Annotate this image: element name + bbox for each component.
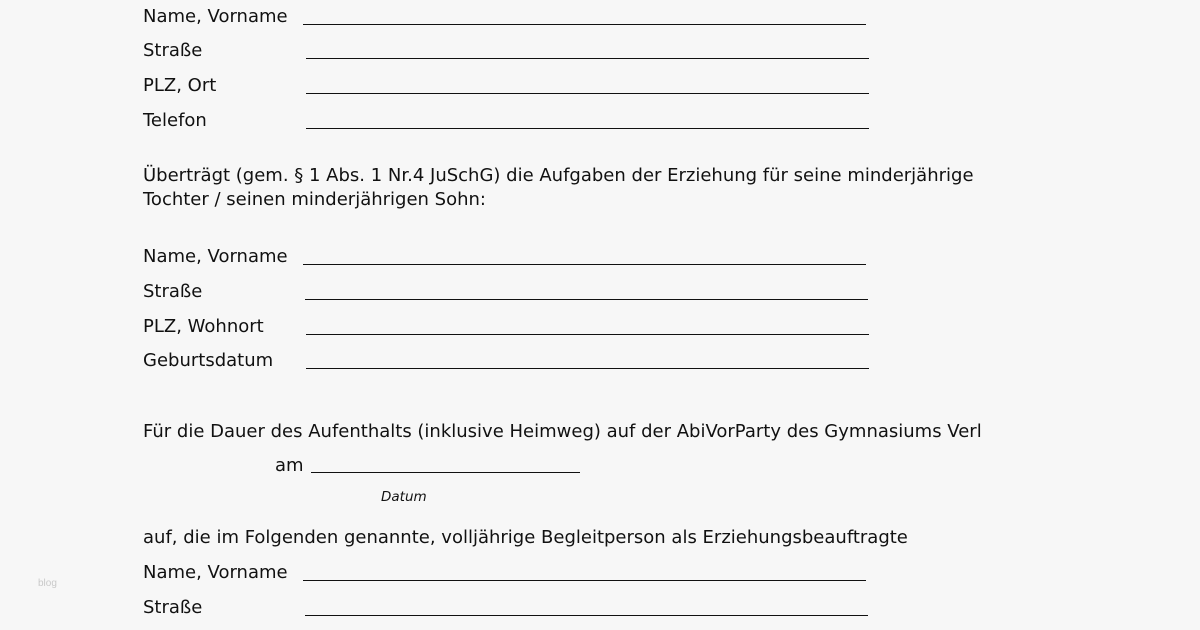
watermark-text: blog xyxy=(38,578,57,589)
child-name-field[interactable] xyxy=(303,264,866,265)
parent-phone-field[interactable] xyxy=(306,128,869,129)
transfer-text-line1: Überträgt (gem. § 1 Abs. 1 Nr.4 JuSchG) die Aufgaben der Erziehung für seine minderjährige xyxy=(143,165,974,186)
event-date-caption: Datum xyxy=(381,489,427,505)
child-birthdate-field[interactable] xyxy=(306,368,869,369)
companion-street-field[interactable] xyxy=(305,615,868,616)
parent-city-field[interactable] xyxy=(306,93,869,94)
child-street-field[interactable] xyxy=(305,299,868,300)
transfer-text-line2: Tochter / seinen minderjährigen Sohn: xyxy=(143,189,486,210)
child-name-label: Name, Vorname xyxy=(143,246,288,267)
child-city-label: PLZ, Wohnort xyxy=(143,316,264,337)
companion-street-label: Straße xyxy=(143,597,203,618)
companion-text: auf, die im Folgenden genannte, volljährige Begleitperson als Erziehungsbeauftragte xyxy=(143,527,908,548)
child-city-field[interactable] xyxy=(306,334,869,335)
parent-city-label: PLZ, Ort xyxy=(143,75,217,96)
companion-name-field[interactable] xyxy=(303,580,866,581)
parent-street-field[interactable] xyxy=(306,58,869,59)
parent-street-label: Straße xyxy=(143,40,203,61)
companion-name-label: Name, Vorname xyxy=(143,562,288,583)
event-date-prefix: am xyxy=(275,455,304,476)
child-street-label: Straße xyxy=(143,281,203,302)
parent-name-label: Name, Vorname xyxy=(143,6,288,27)
event-text: Für die Dauer des Aufenthalts (inklusive Heimweg) auf der AbiVorParty des Gymnasiums Verl xyxy=(143,421,982,442)
parent-phone-label: Telefon xyxy=(143,110,207,131)
child-birthdate-label: Geburtsdatum xyxy=(143,350,274,371)
event-date-field[interactable] xyxy=(311,472,580,473)
parent-name-field[interactable] xyxy=(303,24,866,25)
